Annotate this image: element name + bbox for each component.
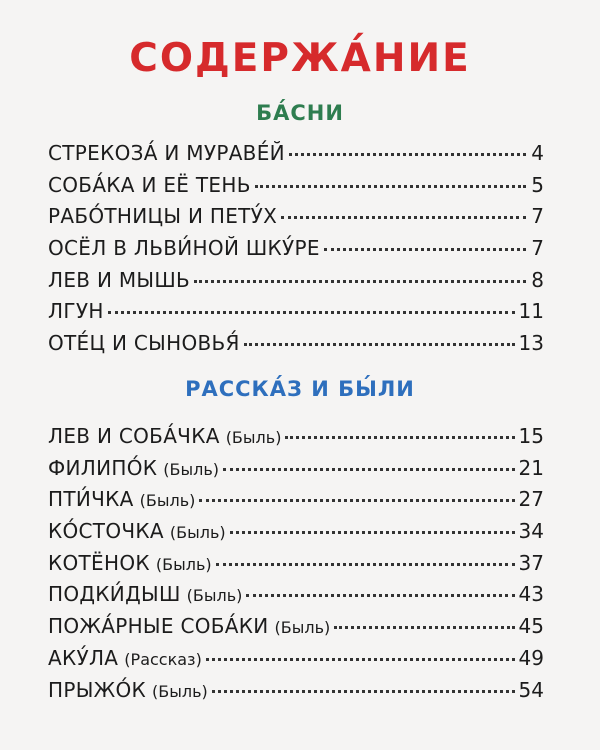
dot-leader: [255, 184, 526, 188]
toc-entry-title: ФИЛИПО́К: [48, 455, 158, 480]
toc-entry: [48, 265, 544, 297]
toc-entry-page-number: 49: [518, 645, 544, 670]
dot-leader: [206, 657, 515, 661]
dot-leader: [223, 467, 515, 471]
toc-entry: [48, 643, 544, 675]
toc-entry-title: СТРЕКОЗА́ И МУРАВЕ́Й: [48, 141, 285, 165]
toc-entry-page-number: 15: [518, 424, 544, 448]
toc-entry-kind: (Быль): [152, 681, 208, 701]
toc-entry: [48, 296, 544, 328]
toc-list-stories: [48, 421, 544, 706]
toc-entry-page-number: 7: [531, 236, 544, 261]
toc-entry-title: РАБО́ТНИЦЫ И ПЕТУ́Х: [48, 204, 278, 229]
toc-entry-page-number: 27: [518, 487, 544, 512]
toc-entry-page-number: 43: [518, 582, 544, 607]
toc-entry-kind: (Быль): [155, 554, 212, 574]
dot-leader: [230, 530, 515, 534]
dot-leader: [216, 562, 515, 566]
toc-entry-kind: (Быль): [169, 523, 226, 543]
toc-entry-title: ПОЖА́РНЫЕ СОБА́КИ: [48, 614, 269, 639]
toc-entry-title: ПРЫЖО́К: [48, 677, 147, 702]
toc-entry-kind: (Быль): [163, 459, 220, 479]
toc-entry: [48, 421, 544, 453]
toc-entry-kind: (Рассказ): [124, 649, 202, 669]
toc-entry-page-number: 4: [531, 141, 544, 165]
toc-entry-title: КО́СТОЧКА: [48, 519, 164, 544]
dot-leader: [289, 152, 526, 156]
dot-leader: [324, 247, 526, 251]
toc-entry-page-number: 5: [531, 172, 544, 197]
toc-entry-page-number: 54: [518, 677, 544, 702]
toc-entry: [48, 579, 544, 611]
toc-entry-title: ПТИ́ЧКА: [48, 487, 134, 512]
toc-entry-kind: (Быль): [225, 428, 282, 447]
toc-entry-title: КОТЁНОК: [48, 550, 150, 575]
toc-entry-title: ОСЁЛ В ЛЬВИ́НОЙ ШКУ́РЕ: [48, 236, 320, 261]
toc-entry: [48, 516, 544, 548]
toc-list-fables: [48, 138, 544, 360]
dot-leader: [246, 593, 514, 597]
toc-entry-title: АКУ́ЛА: [48, 645, 119, 670]
toc-entry-title: ОТЕ́Ц И СЫНОВЬЯ́: [48, 331, 240, 356]
toc-entry-title: ЛЕВ И СОБА́ЧКА: [48, 424, 220, 448]
toc-entry-kind: (Быль): [186, 586, 243, 606]
toc-entry-title: ЛГУН: [48, 299, 104, 324]
toc-entry-page-number: 8: [531, 267, 544, 292]
toc-entry: [48, 548, 544, 580]
toc-entry-page-number: 37: [518, 550, 544, 575]
dot-leader: [334, 625, 514, 629]
toc-entry: [48, 138, 544, 170]
toc-entry-page-number: 13: [518, 331, 544, 356]
dot-leader: [108, 310, 515, 314]
toc-entry: [48, 611, 544, 643]
dot-leader: [194, 279, 526, 283]
toc-entry-page-number: 34: [518, 519, 544, 544]
toc-entry-title: ЛЕВ И МЫШЬ: [48, 267, 191, 292]
toc-entry: [48, 201, 544, 233]
toc-entry-page-number: 7: [531, 204, 544, 229]
page-title: СОДЕРЖА́НИЕ: [129, 36, 471, 81]
section-heading-fables: БА́СНИ: [256, 101, 344, 125]
toc-entry: [48, 484, 544, 516]
dot-leader: [281, 215, 526, 219]
toc-entry-page-number: 21: [518, 455, 544, 480]
toc-entry: [48, 170, 544, 202]
toc-entry-page-number: 11: [518, 299, 544, 324]
dot-leader: [285, 435, 514, 439]
dot-leader: [244, 342, 515, 346]
toc-entry-title: ПОДКИ́ДЫШ: [48, 582, 181, 607]
toc-entry: [48, 675, 544, 707]
toc-entry: [48, 328, 544, 360]
section-heading-stories: РАССКА́З И БЫ́ЛИ: [185, 377, 415, 401]
toc-entry: [48, 453, 544, 485]
toc-entry-page-number: 45: [518, 614, 544, 639]
dot-leader: [212, 689, 515, 693]
toc-entry: [48, 233, 544, 265]
toc-entry-kind: (Быль): [274, 618, 331, 638]
toc-entry-kind: (Быль): [139, 491, 196, 511]
dot-leader: [199, 498, 514, 502]
toc-entry-title: СОБА́КА И ЕЁ ТЕНЬ: [48, 172, 251, 197]
